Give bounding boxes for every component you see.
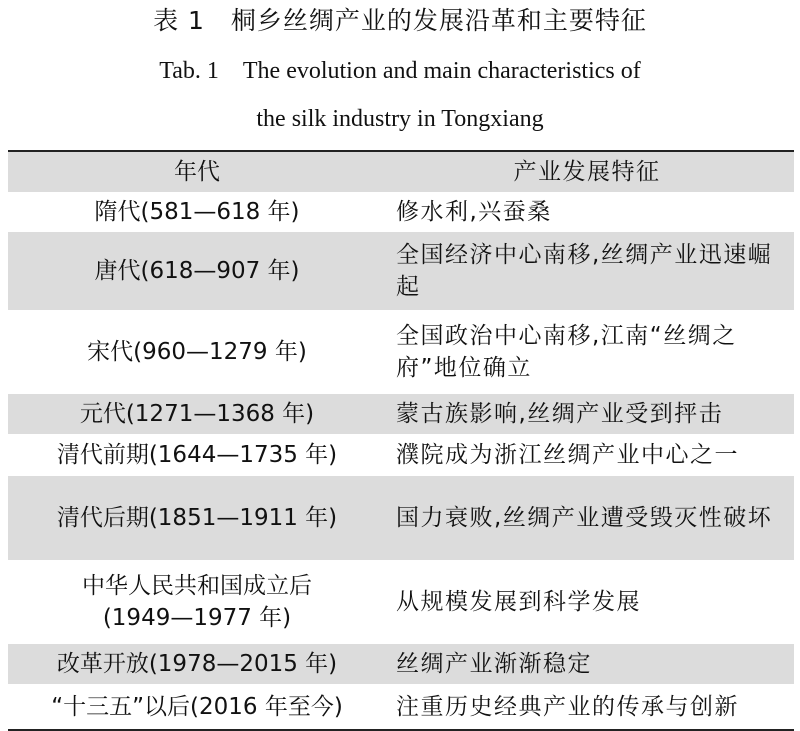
feature-cell	[386, 196, 794, 228]
feature-text: 修水利,兴蚕桑	[396, 199, 552, 225]
table-header-row	[8, 152, 794, 192]
feature-cell	[386, 320, 794, 384]
feature-cell	[386, 239, 794, 303]
feature-cell	[386, 691, 794, 723]
era-cell: 元代(1271—1368 年)	[79, 401, 315, 427]
silk-industry-table	[8, 150, 794, 731]
feature-cell	[386, 502, 794, 534]
feature-text: 全国政治中心南移,江南“丝绸之府”地位确立	[396, 323, 737, 381]
feature-cell	[386, 398, 794, 430]
era-cell: 清代后期(1851—1911 年)	[56, 505, 338, 531]
era-cell: 隋代(581—618 年)	[94, 199, 300, 225]
table-row	[8, 434, 794, 475]
feature-text: 国力衰败,丝绸产业遭受毁灭性破坏	[396, 505, 773, 531]
table-row	[8, 475, 794, 560]
table-row	[8, 231, 794, 310]
table-row	[8, 560, 794, 643]
table-row	[8, 192, 794, 231]
table-caption-english-line1: Tab. 1 The evolution and main characteristics of	[159, 58, 641, 84]
era-cell	[8, 570, 386, 634]
era-cell: 宋代(960—1279 年)	[87, 339, 307, 365]
era-line-2: (1949—1977 年)	[102, 605, 292, 631]
era-cell: 唐代(618—907 年)	[94, 258, 300, 284]
header-feature	[386, 156, 794, 188]
era-line-1: 中华人民共和国成立后	[82, 573, 312, 599]
table-row	[8, 643, 794, 684]
table-row	[8, 393, 794, 434]
feature-text: 濮院成为浙江丝绸产业中心之一	[396, 442, 739, 468]
feature-text: 全国经济中心南移,丝绸产业迅速崛起	[396, 242, 773, 300]
feature-text: 注重历史经典产业的传承与创新	[396, 694, 739, 720]
feature-text: 丝绸产业渐渐稳定	[396, 651, 592, 677]
era-cell: 改革开放(1978—2015 年)	[56, 651, 338, 677]
table-caption-english-line2: the silk industry in Tongxiang	[256, 106, 544, 132]
feature-cell	[386, 439, 794, 471]
feature-text: 蒙古族影响,丝绸产业受到抨击	[396, 401, 724, 427]
feature-cell	[386, 586, 794, 618]
table-row	[8, 684, 794, 729]
era-cell: 清代前期(1644—1735 年)	[56, 442, 338, 468]
table-caption-chinese: 表 1 桐乡丝绸产业的发展沿革和主要特征	[153, 6, 647, 35]
era-cell: “十三五”以后(2016 年至今)	[51, 694, 343, 720]
feature-cell	[386, 648, 794, 680]
feature-text: 从规模发展到科学发展	[396, 589, 641, 615]
header-feature-text: 产业发展特征	[513, 159, 661, 185]
table-row	[8, 310, 794, 393]
header-era: 年代	[174, 159, 220, 185]
